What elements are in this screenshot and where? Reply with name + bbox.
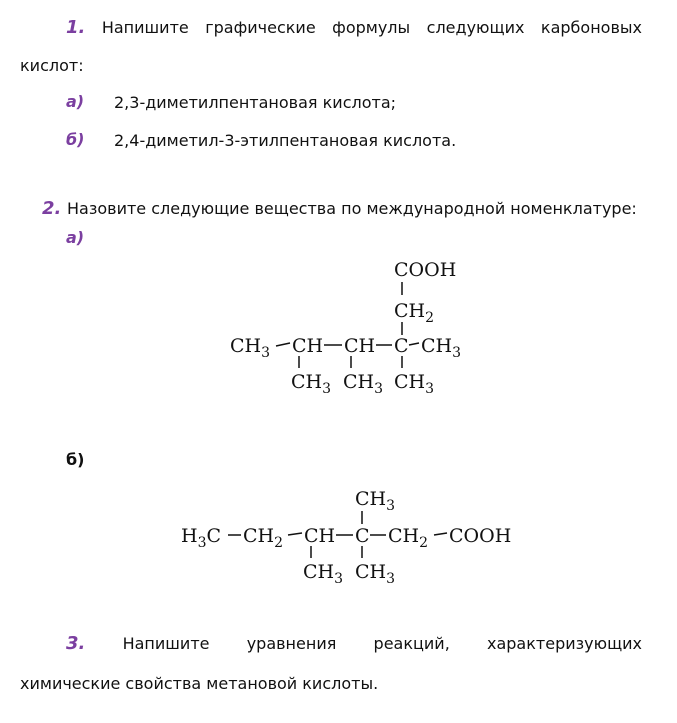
b-ch3-sub-2: $CH_3$ bbox=[355, 561, 396, 587]
a-cooh: COOH bbox=[394, 259, 457, 281]
task3-word-4: характеризующих bbox=[487, 634, 642, 653]
a-ch3-sub-2: $CH_3$ bbox=[343, 371, 384, 397]
structure-a bbox=[220, 255, 490, 400]
task2-text: Назовите следующие вещества по международной номенклатуре: bbox=[67, 199, 637, 218]
task1-item-a-text: 2,3-диметилпентановая кислота; bbox=[114, 93, 397, 112]
task1-word-1: Напишите bbox=[101, 18, 189, 37]
task1-line2: кислот: bbox=[20, 56, 84, 75]
a-ch3-sub-1: $CH_3$ bbox=[291, 371, 332, 397]
task1-item-a-label: а) bbox=[66, 92, 85, 111]
task1-number: 1. bbox=[66, 17, 86, 38]
task1-word-3: формулы bbox=[332, 18, 411, 37]
structure-b bbox=[175, 480, 520, 590]
task1-item-b-text: 2,4-диметил-3-этилпентановая кислота. bbox=[114, 131, 457, 150]
task2-number: 2. bbox=[42, 198, 62, 219]
a-ch3-left: $CH_3$ bbox=[230, 335, 271, 361]
b-cooh: COOH bbox=[449, 525, 512, 547]
b-ch2-1: $CH_2$ bbox=[243, 525, 284, 551]
task3-line1 bbox=[20, 634, 642, 654]
a-c-quaternary: C bbox=[394, 335, 409, 357]
b-bond-2 bbox=[288, 533, 302, 535]
task1-word-2: графические bbox=[205, 18, 316, 37]
task3-word-2: уравнения bbox=[246, 634, 337, 653]
a-bond-1 bbox=[276, 343, 290, 346]
a-ch-1: CH bbox=[292, 335, 324, 357]
a-ch3-right: $CH_3$ bbox=[421, 335, 462, 361]
b-ch3-top: $CH_3$ bbox=[355, 488, 396, 514]
task2-part-b-label: б) bbox=[66, 450, 85, 469]
a-ch3-sub-3: $CH_3$ bbox=[394, 371, 435, 397]
task1-word-5: карбоновых bbox=[540, 18, 642, 37]
task1-line1-words bbox=[20, 18, 642, 38]
b-bond-5 bbox=[434, 533, 447, 535]
b-ch3-sub-1: $CH_3$ bbox=[303, 561, 344, 587]
task3-line2: химические свойства метановой кислоты. bbox=[20, 674, 379, 693]
task1-item-b-label: б) bbox=[66, 130, 85, 149]
task1-word-4: следующих bbox=[426, 18, 525, 37]
task1-line1 bbox=[20, 18, 642, 38]
a-ch2: $CH_2$ bbox=[394, 300, 435, 326]
b-ch2-2: $CH_2$ bbox=[388, 525, 429, 551]
task3-word-3: реакций, bbox=[373, 634, 450, 653]
task2-part-a-label: а) bbox=[66, 228, 85, 247]
a-bond-4 bbox=[409, 343, 419, 345]
b-ch: CH bbox=[304, 525, 336, 547]
task3-number: 3. bbox=[66, 633, 86, 654]
a-ch-2: CH bbox=[344, 335, 376, 357]
b-h3c: $H_3C$ bbox=[181, 525, 222, 551]
task3-word-1: Напишите bbox=[122, 634, 210, 653]
b-c-quaternary: C bbox=[355, 525, 370, 547]
task3-line1-words bbox=[20, 634, 642, 654]
